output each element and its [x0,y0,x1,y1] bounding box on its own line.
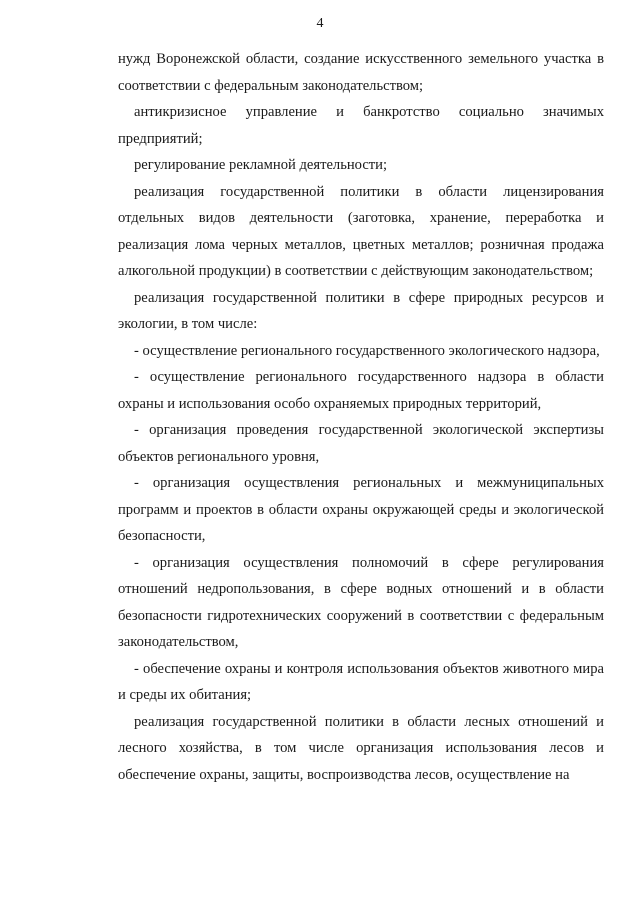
list-item: - организация проведения государственной экологической экспертизы объектов регионального уровня, [118,422,604,465]
paragraph: нужд Воронежской области, создание искусственного земельного участка в соответствии с федеральным законодательством; [118,51,604,94]
list-item: - осуществление регионального государственного экологического надзора, [134,342,600,359]
paragraph: реализация государственной политики в области лесных отношений и лесного хозяйства, в том числе организация использования лесов и обеспечение охраны, защиты, воспроизводства лесов, осуществление на [118,713,604,783]
list-item: - осуществление регионального государственного надзора в области охраны и использования особо охраняемых природных территорий, [118,369,604,412]
page-number: 4 [316,16,324,31]
paragraph: регулирование рекламной деятельности; [134,157,388,173]
list-item: - организация осуществления региональных и межмуниципальных программ и проектов в области охраны окружающей среды и экологической безопасности, [118,475,604,544]
paragraph: реализация государственной политики в сфере природных ресурсов и экологии, в том числе: [118,289,604,332]
document-body [118,46,604,788]
paragraph: реализация государственной политики в области лицензирования отдельных видов деятельности (заготовка, хранение, переработка и реализация лома черных металлов, цветных металлов; розничная продажа алкогольной продукции) в соответствии с действующим законодательством; [118,183,604,279]
paragraph: антикризисное управление и банкротство социально значимых предприятий; [118,104,604,147]
list-item: - организация осуществления полномочий в сфере регулирования отношений недропользования, в сфере водных отношений и в области безопасности гидротехнических сооружений в соответствии с федеральным законодательством, [118,554,604,650]
list-item: - обеспечение охраны и контроля использования объектов животного мира и среды их обитания; [118,660,604,703]
